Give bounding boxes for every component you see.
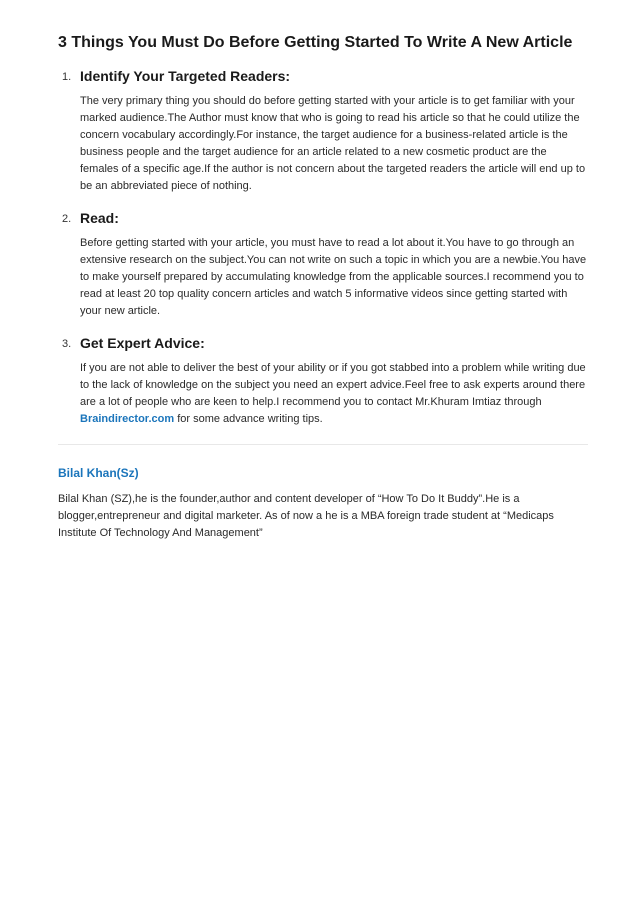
step-number: 1. bbox=[62, 71, 72, 83]
list-item-expert-advice bbox=[58, 333, 588, 428]
list-item-identify-readers bbox=[58, 66, 588, 195]
list-item-read bbox=[58, 208, 588, 320]
step-number: 3. bbox=[62, 338, 72, 350]
step-body bbox=[80, 360, 588, 428]
section-divider bbox=[58, 444, 588, 445]
author-name: Bilal Khan(Sz) bbox=[58, 466, 139, 480]
author-section bbox=[58, 464, 588, 542]
step-heading: Read: bbox=[80, 210, 119, 226]
steps-list bbox=[58, 66, 588, 428]
step-heading: Identify Your Targeted Readers: bbox=[80, 68, 291, 84]
document-page bbox=[58, 32, 588, 542]
step-body-text-after-link: for some advance writing tips. bbox=[174, 413, 323, 425]
author-bio: Bilal Khan (SZ),he is the founder,author and content developer of “How To Do It Buddy”.He is a blogger,entrepreneur and digital marketer. As of now a he is a MBA foreign trade student at “Medicaps Institute Of Technology And Management” bbox=[58, 493, 554, 539]
article-title: 3 Things You Must Do Before Getting Started To Write A New Article bbox=[58, 34, 573, 51]
braindirector-link[interactable]: Braindirector.com bbox=[80, 413, 175, 425]
step-heading: Get Expert Advice: bbox=[80, 335, 205, 351]
step-body-text-before-link: If you are not able to deliver the best of your ability or if you got stabbed into a problem while writing due to the lack of knowledge on the subject you need an expert advice.Feel free to ask experts around there are a lot of people who are keen to help.I recommend you to contact Mr.Khuram Imtiaz through bbox=[80, 362, 586, 408]
step-number: 2. bbox=[62, 213, 72, 225]
step-body: The very primary thing you should do before getting started with your article is to get familiar with your marked audience.The Author must know that who is going to read his article so that he could utilize the concern vocabulary accordingly.For instance, the target audience for a business-related article is the business people and the target audience for an article related to a new cosmetic product are the females of a specific age.If the author is not concern about the targeted readers the article will end up to be an abbreviated piece of nothing. bbox=[80, 95, 586, 192]
step-body: Before getting started with your article, you must have to read a lot about it.You have to go through an extensive research on the subject.You can not write on such a topic in which you are a newbie.You have to make yourself prepared by accumulating knowledge from the applicable sources.I recommend you to read at least 20 top quality concern articles and watch 5 informative videos since getting started with your new article. bbox=[80, 237, 587, 317]
